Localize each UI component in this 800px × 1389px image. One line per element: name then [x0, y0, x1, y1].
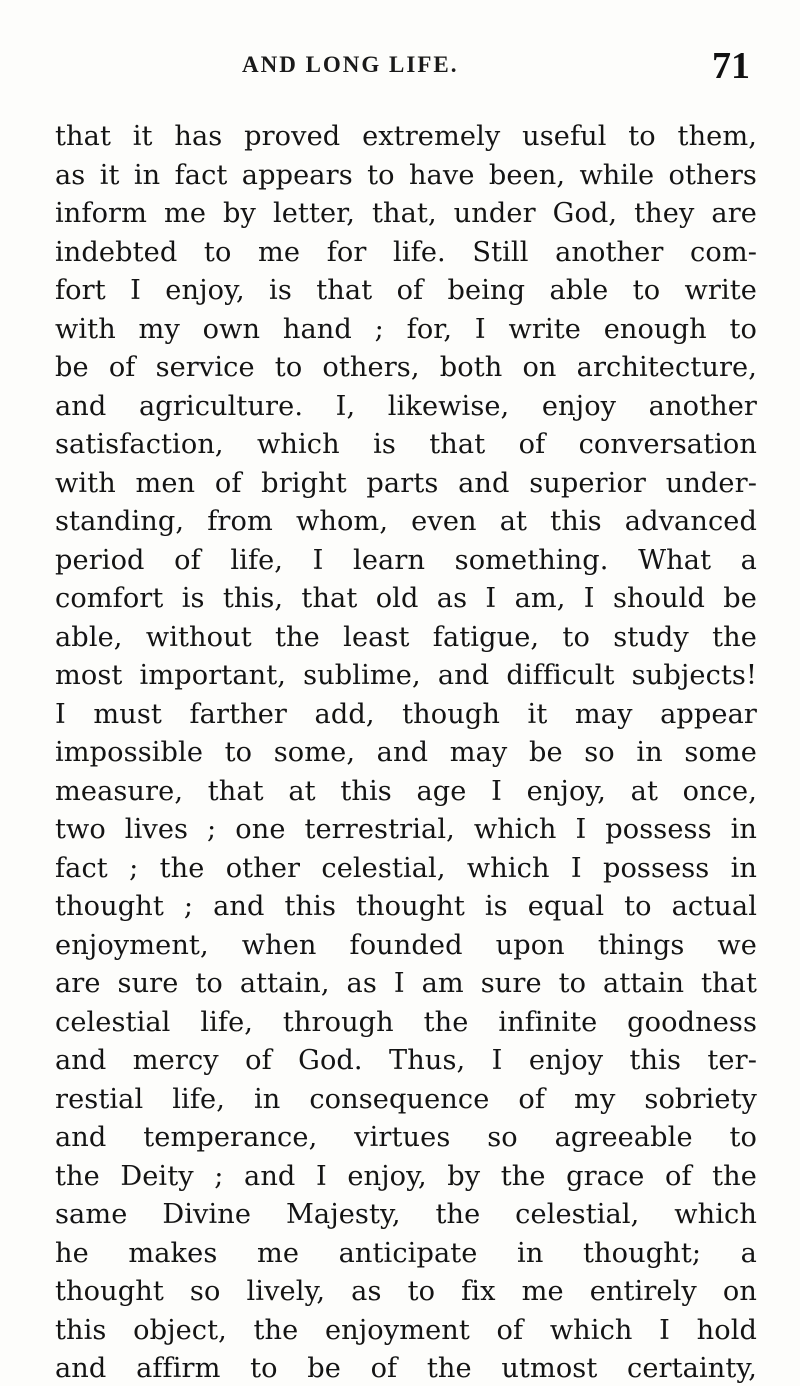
text-line: measure, that at this age I enjoy, at once,: [55, 775, 757, 807]
text-line: that it has proved extremely useful to them,: [55, 121, 757, 152]
text-line: with my own hand ; for, I write enough to: [55, 313, 757, 345]
text-line: this object, the enjoyment of which I hold: [55, 1314, 757, 1346]
running-head: [60, 44, 750, 94]
text-line: same Divine Majesty, the celestial, which: [55, 1199, 757, 1230]
text-line: fort I enjoy, is that of being able to write: [55, 275, 757, 306]
text-line: indebted to me for life. Still another com-: [55, 236, 757, 268]
text-line: as it in fact appears to have been, while others: [55, 159, 757, 191]
text-line: thought ; and this thought is equal to actual: [55, 891, 757, 922]
text-line: two lives ; one terrestrial, which I possess in: [55, 814, 757, 845]
text-line: and agriculture. I, likewise, enjoy another: [55, 390, 757, 422]
text-line: I must farther add, though it may appear: [55, 698, 757, 730]
text-line: thought so lively, as to fix me entirely on: [55, 1276, 757, 1307]
text-line: are sure to attain, as I am sure to attain that: [55, 968, 757, 999]
text-line: able, without the least fatigue, to study the: [55, 621, 757, 653]
text-line: inform me by letter, that, under God, they are: [55, 198, 757, 229]
text-line: the Deity ; and I enjoy, by the grace of the: [55, 1160, 757, 1192]
running-title: AND LONG LIFE.: [242, 52, 459, 77]
text-line: fact ; the other celestial, which I possess in: [55, 852, 757, 884]
text-line: he makes me anticipate in thought; a: [55, 1237, 757, 1269]
text-line: standing, from whom, even at this advanced: [55, 506, 757, 537]
text-line: and mercy of God. Thus, I enjoy this ter-: [55, 1045, 757, 1076]
page-number: 71: [712, 45, 750, 87]
text-line: impossible to some, and may be so in some: [55, 737, 757, 768]
text-line: period of life, I learn something. What a: [55, 544, 757, 576]
text-line: be of service to others, both on architecture,: [55, 352, 757, 383]
text-line: enjoyment, when founded upon things we: [55, 929, 757, 961]
text-line: with men of bright parts and superior under-: [55, 467, 757, 499]
text-line: celestial life, through the infinite goodness: [55, 1006, 757, 1038]
text-line: comfort is this, that old as I am, I should be: [55, 583, 757, 614]
text-line: and affirm to be of the utmost certainty,: [55, 1353, 757, 1384]
text-line: restial life, in consequence of my sobriety: [55, 1083, 757, 1115]
body-text: [55, 118, 757, 1389]
text-line: most important, sublime, and difficult subjects!: [55, 660, 757, 691]
text-line: satisfaction, which is that of conversation: [55, 429, 757, 460]
text-line: and temperance, virtues so agreeable to: [55, 1122, 757, 1153]
